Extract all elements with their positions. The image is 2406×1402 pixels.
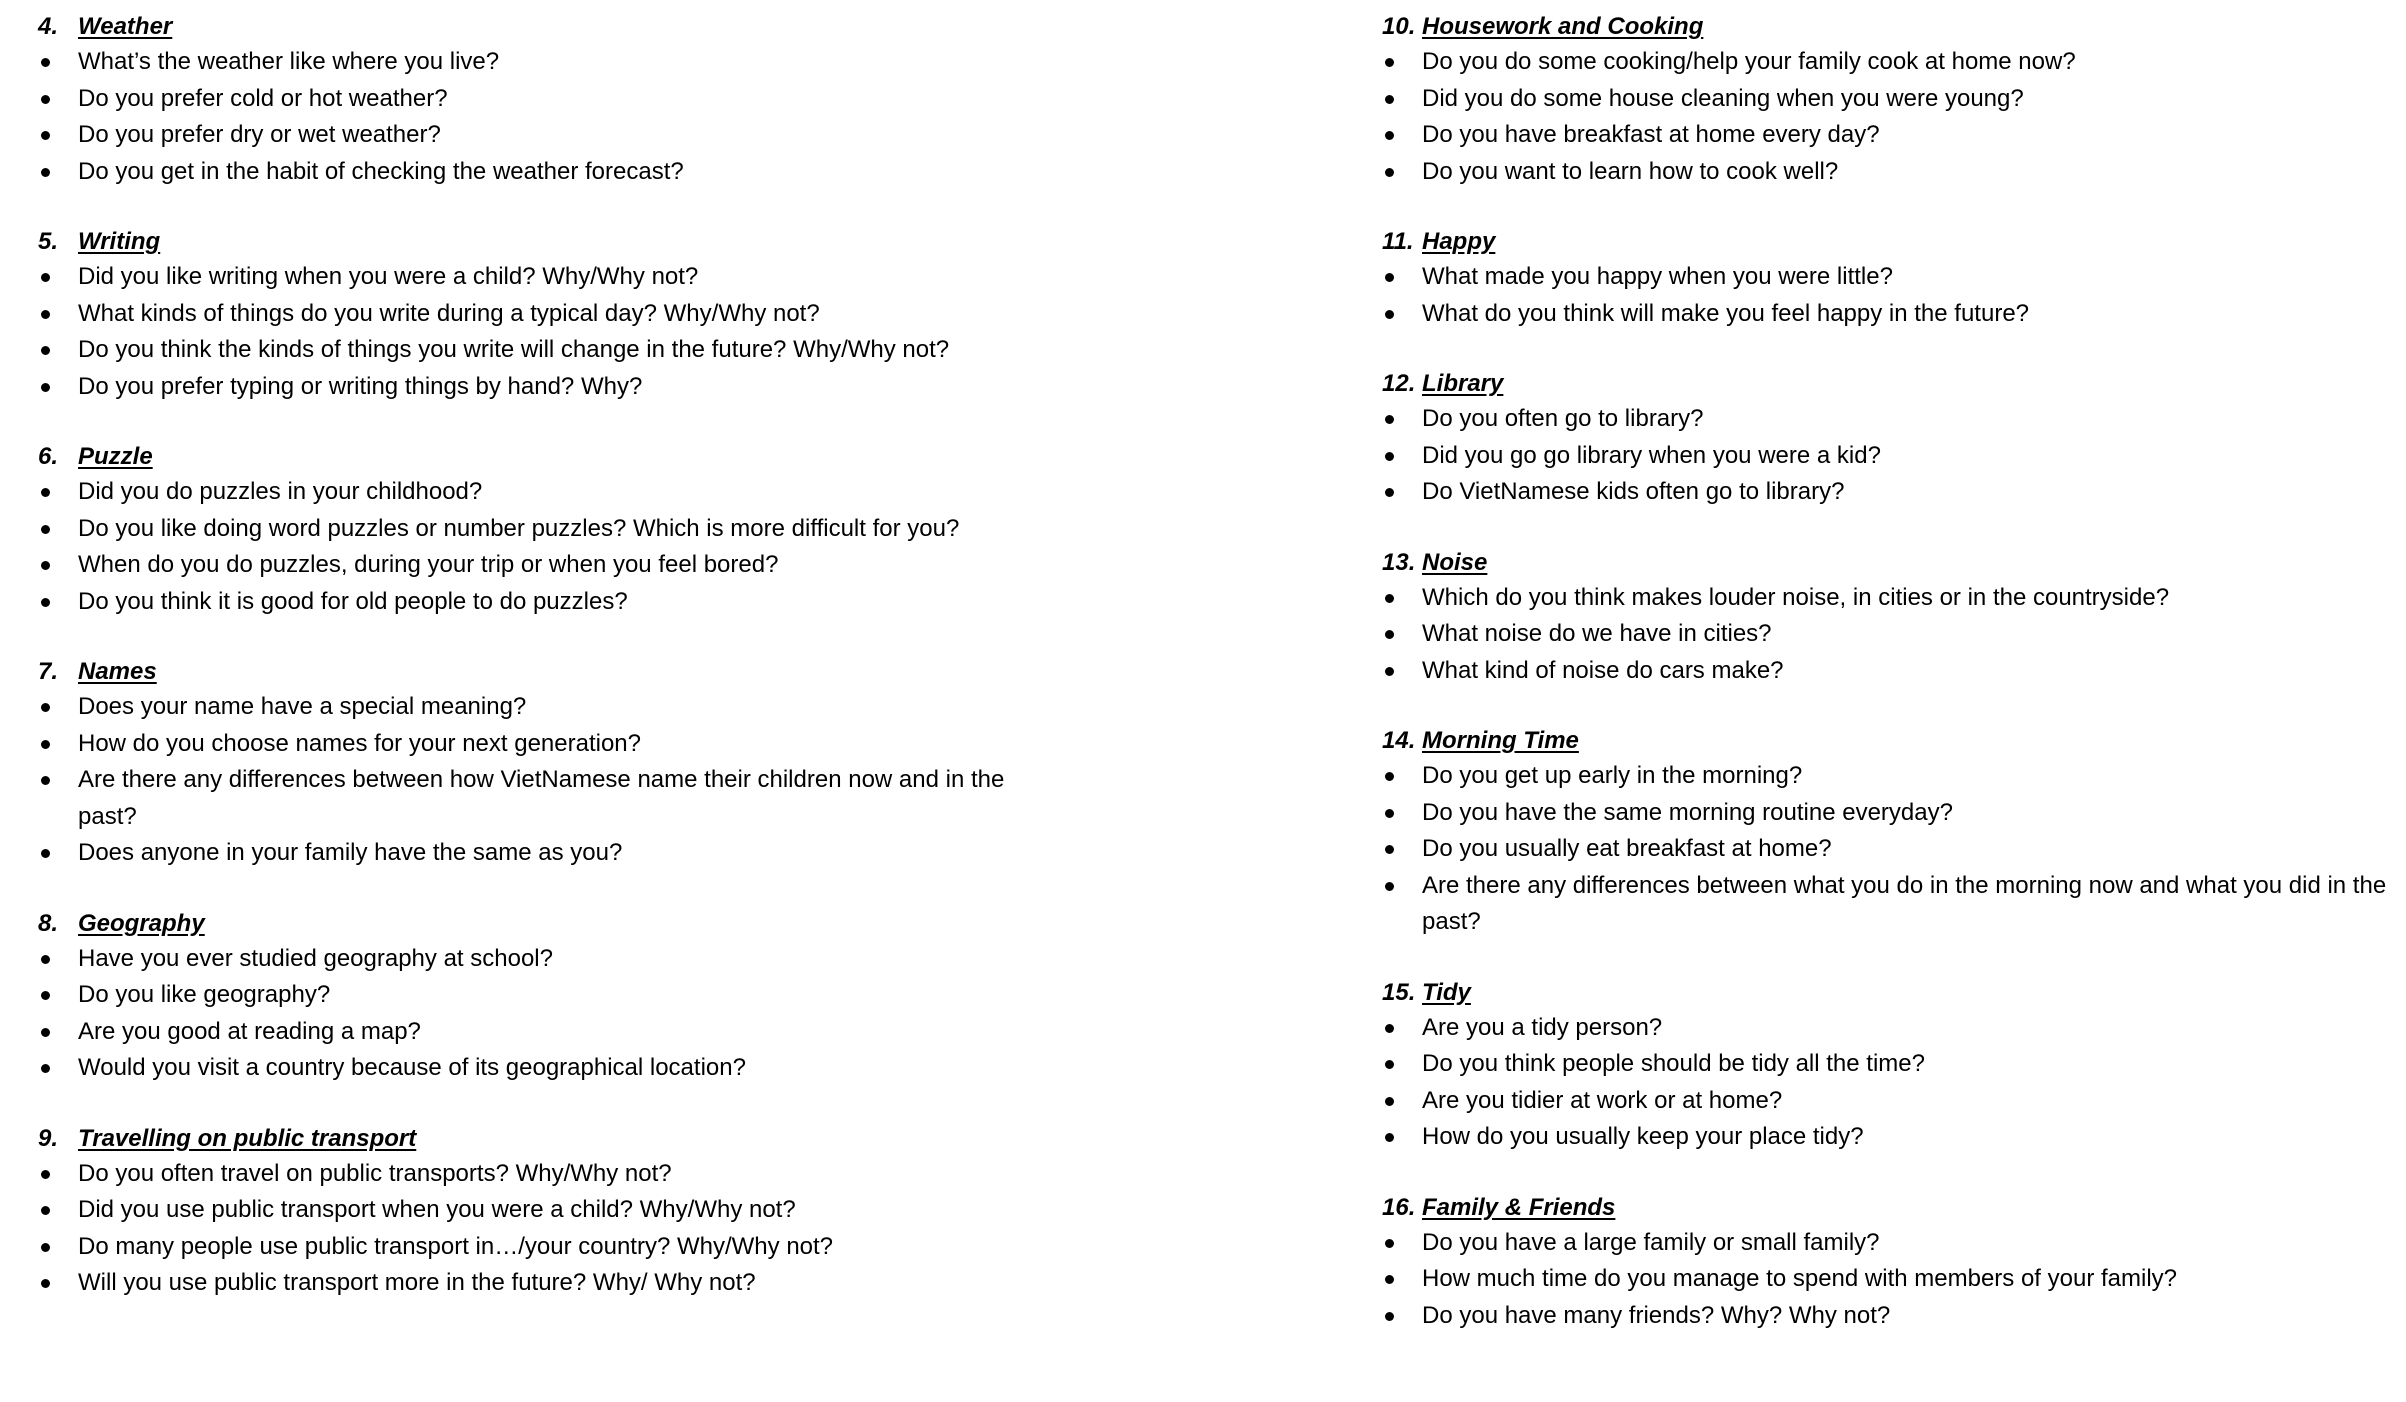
question-item: Do you have a large family or small family?	[1382, 1225, 2392, 1262]
question-item: Do you like doing word puzzles or number puzzles? Which is more difficult for you?	[38, 511, 1048, 548]
section-number: 4.	[38, 13, 59, 40]
question-item: Do you think people should be tidy all the time?	[1382, 1046, 2392, 1083]
question-section	[38, 10, 1048, 190]
section-heading	[1382, 724, 2392, 758]
question-section	[1382, 724, 2392, 941]
question-item: Do you often travel on public transports? Why/Why not?	[38, 1156, 1048, 1193]
section-number: 6.	[38, 443, 59, 470]
question-item: When do you do puzzles, during your trip or when you feel bored?	[38, 547, 1048, 584]
question-item: What’s the weather like where you live?	[38, 44, 1048, 81]
question-section	[38, 225, 1048, 405]
section-number: 16.	[1382, 1193, 1416, 1221]
question-list	[1382, 401, 2392, 511]
section-heading	[1382, 10, 2392, 44]
section-heading	[1382, 225, 2392, 259]
question-section	[38, 1122, 1048, 1302]
question-item: Do you have the same morning routine everyday?	[1382, 795, 2392, 832]
section-title: Housework and Cooking	[1422, 13, 1704, 40]
question-item: Are there any differences between how VietNamese name their children now and in the past?	[38, 762, 1048, 835]
question-section	[1382, 976, 2392, 1156]
section-title: Writing	[78, 228, 161, 255]
question-item: Do you prefer typing or writing things by hand? Why?	[38, 369, 1048, 406]
question-item: Would you visit a country because of its geographical location?	[38, 1050, 1048, 1087]
question-section	[1382, 367, 2392, 511]
section-heading	[1382, 546, 2392, 580]
question-list	[1382, 1010, 2392, 1156]
section-heading	[38, 1122, 1048, 1156]
question-section	[38, 440, 1048, 620]
question-item: Do you think the kinds of things you write will change in the future? Why/Why not?	[38, 332, 1048, 369]
question-item: Which do you think makes louder noise, in cities or in the countryside?	[1382, 580, 2392, 617]
section-heading	[38, 225, 1048, 259]
section-title: Weather	[78, 13, 173, 40]
question-item: What noise do we have in cities?	[1382, 616, 2392, 653]
question-list	[38, 1156, 1048, 1302]
question-list	[38, 474, 1048, 620]
question-item: Are there any differences between what you do in the morning now and what you did in the past?	[1382, 868, 2392, 941]
question-item: Did you go go library when you were a kid?	[1382, 438, 2392, 475]
question-item: Does anyone in your family have the same as you?	[38, 835, 1048, 872]
question-item: Do you get in the habit of checking the weather forecast?	[38, 154, 1048, 191]
section-number: 5.	[38, 228, 59, 255]
section-number: 9.	[38, 1124, 59, 1152]
section-heading	[1382, 1191, 2392, 1225]
question-list	[38, 941, 1048, 1087]
section-number: 12.	[1382, 370, 1416, 397]
right-column	[1382, 10, 2392, 1369]
question-item: Do many people use public transport in…/your country? Why/Why not?	[38, 1229, 1048, 1266]
section-title: Noise	[1422, 548, 1488, 576]
question-list	[38, 689, 1048, 872]
question-item: Did you like writing when you were a child? Why/Why not?	[38, 259, 1048, 296]
section-number: 11.	[1382, 228, 1414, 255]
question-item: Do you prefer cold or hot weather?	[38, 81, 1048, 118]
question-item: What do you think will make you feel happy in the future?	[1382, 296, 2392, 333]
question-item: How much time do you manage to spend with members of your family?	[1382, 1261, 2392, 1298]
question-item: Are you good at reading a map?	[38, 1014, 1048, 1051]
question-item: Do you think it is good for old people to do puzzles?	[38, 584, 1048, 621]
question-list	[1382, 758, 2392, 941]
section-title: Travelling on public transport	[78, 1124, 417, 1152]
question-item: Have you ever studied geography at school?	[38, 941, 1048, 978]
section-number: 10.	[1382, 13, 1416, 40]
question-item: Do you do some cooking/help your family cook at home now?	[1382, 44, 2392, 81]
section-title: Tidy	[1422, 978, 1471, 1006]
question-list	[1382, 259, 2392, 332]
question-item: Did you do puzzles in your childhood?	[38, 474, 1048, 511]
section-title: Morning Time	[1422, 727, 1579, 754]
question-item: Do you have breakfast at home every day?	[1382, 117, 2392, 154]
question-item: Do you want to learn how to cook well?	[1382, 154, 2392, 191]
question-section	[1382, 10, 2392, 190]
question-item: Did you do some house cleaning when you were young?	[1382, 81, 2392, 118]
section-title: Library	[1422, 370, 1504, 397]
question-list	[1382, 1225, 2392, 1335]
question-list	[1382, 580, 2392, 690]
question-item: Do you often go to library?	[1382, 401, 2392, 438]
section-heading	[38, 655, 1048, 689]
question-item: Do you get up early in the morning?	[1382, 758, 2392, 795]
question-section	[1382, 546, 2392, 690]
section-number: 14.	[1382, 727, 1416, 754]
question-section	[1382, 1191, 2392, 1335]
question-section	[1382, 225, 2392, 332]
question-item: What made you happy when you were little?	[1382, 259, 2392, 296]
section-number: 13.	[1382, 548, 1416, 576]
section-heading	[1382, 976, 2392, 1010]
question-item: Do you prefer dry or wet weather?	[38, 117, 1048, 154]
section-title: Geography	[78, 909, 205, 937]
section-title: Puzzle	[78, 443, 153, 470]
section-heading	[38, 440, 1048, 474]
question-section	[38, 655, 1048, 872]
left-column	[38, 10, 1048, 1337]
question-item: What kinds of things do you write during a typical day? Why/Why not?	[38, 296, 1048, 333]
section-title: Happy	[1422, 228, 1496, 255]
section-heading	[38, 10, 1048, 44]
section-number: 15.	[1382, 978, 1416, 1006]
question-list	[1382, 44, 2392, 190]
question-item: How do you choose names for your next generation?	[38, 726, 1048, 763]
question-item: Will you use public transport more in the future? Why/ Why not?	[38, 1265, 1048, 1302]
question-item: Did you use public transport when you were a child? Why/Why not?	[38, 1192, 1048, 1229]
question-item: Do you like geography?	[38, 977, 1048, 1014]
section-title: Names	[78, 658, 157, 685]
question-item: Do you have many friends? Why? Why not?	[1382, 1298, 2392, 1335]
section-heading	[38, 907, 1048, 941]
question-list	[38, 259, 1048, 405]
question-item: Are you a tidy person?	[1382, 1010, 2392, 1047]
section-title: Family & Friends	[1422, 1193, 1616, 1221]
question-item: How do you usually keep your place tidy?	[1382, 1119, 2392, 1156]
question-item: Do you usually eat breakfast at home?	[1382, 831, 2392, 868]
question-section	[38, 907, 1048, 1087]
section-heading	[1382, 367, 2392, 401]
question-item: Does your name have a special meaning?	[38, 689, 1048, 726]
question-item: Are you tidier at work or at home?	[1382, 1083, 2392, 1120]
question-item: Do VietNamese kids often go to library?	[1382, 474, 2392, 511]
question-item: What kind of noise do cars make?	[1382, 653, 2392, 690]
section-number: 8.	[38, 909, 59, 937]
section-number: 7.	[38, 658, 59, 685]
question-list	[38, 44, 1048, 190]
